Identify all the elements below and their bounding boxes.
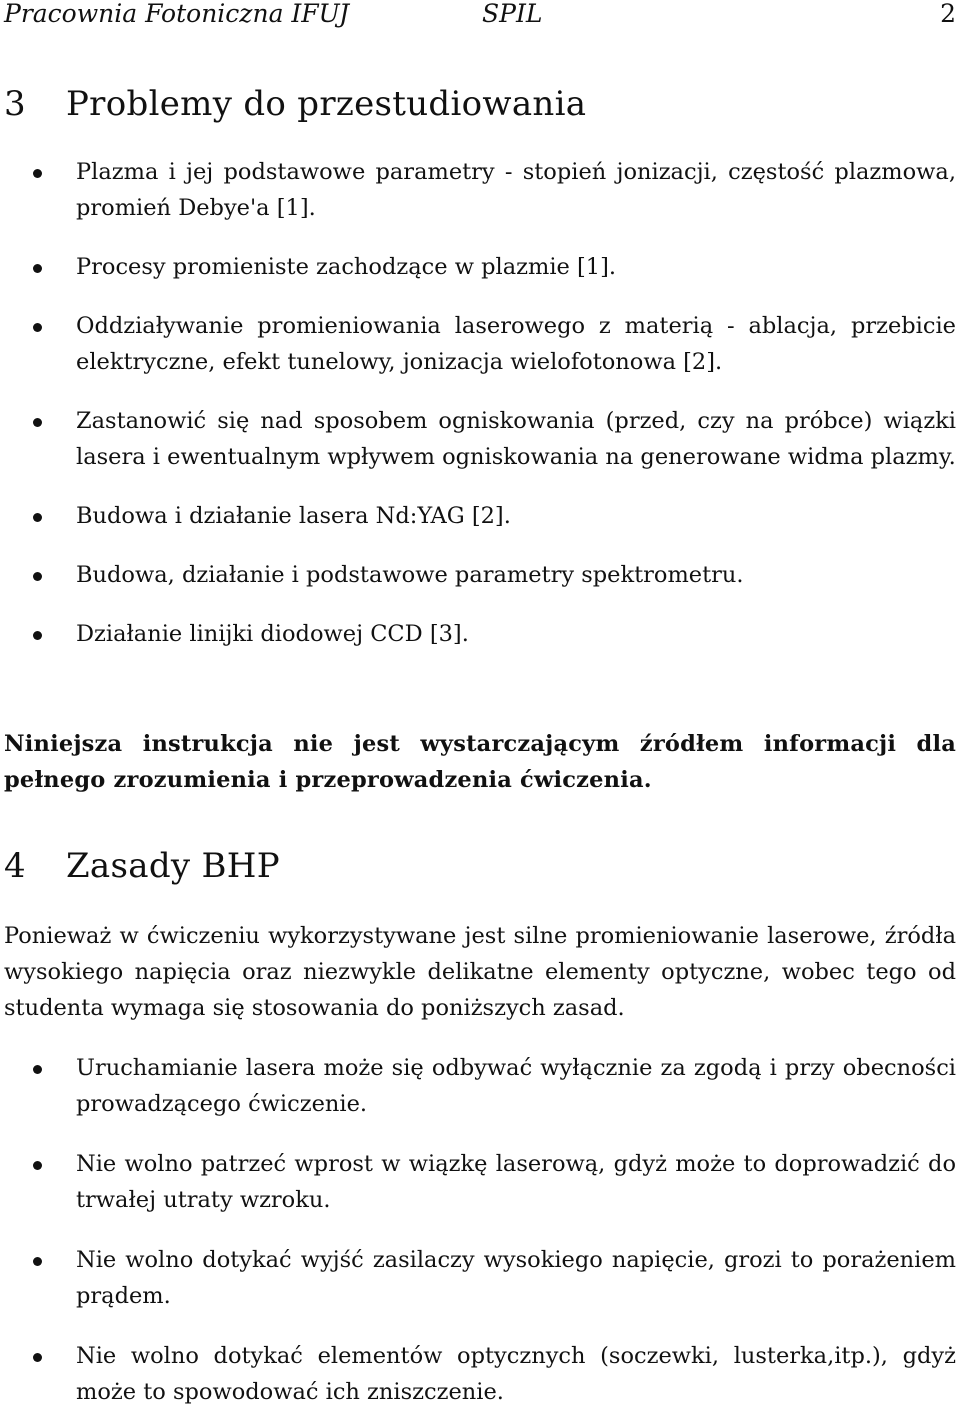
section-3-title: Problemy do przestudiowania: [66, 84, 587, 124]
section-4-number: 4: [4, 846, 26, 886]
bullet-icon: [33, 323, 42, 332]
list-item-text: Procesy promieniste zachodzące w plazmie [1].: [76, 254, 617, 280]
list-item: [0, 249, 960, 285]
bullet-icon: [33, 1065, 42, 1074]
list-item-text: Nie wolno patrzeć wprost w wiązkę laserową, gdyż może to doprowadzić do trwałej utraty wzroku.: [76, 1151, 956, 1213]
bullet-icon: [33, 418, 42, 427]
section-4-title: Zasady BHP: [66, 846, 280, 886]
list-item-text: Budowa, działanie i podstawowe parametry spektrometru.: [76, 562, 744, 588]
bullet-icon: [33, 264, 42, 273]
list-item-text: Nie wolno dotykać wyjść zasilaczy wysokiego napięcie, grozi to porażeniem prądem.: [76, 1247, 956, 1309]
list-item: [0, 557, 960, 593]
section-3-list: [0, 154, 960, 652]
list-item: [0, 308, 960, 380]
bullet-icon: [33, 169, 42, 178]
list-item: [0, 403, 960, 475]
header-lab-name: Pracownia Fotoniczna IFUJ: [4, 0, 350, 28]
list-item: [0, 1242, 960, 1314]
section-4-heading: [4, 846, 280, 886]
list-item: [0, 1050, 960, 1122]
list-item: [0, 1338, 960, 1410]
bullet-icon: [33, 1353, 42, 1362]
bullet-icon: [33, 1161, 42, 1170]
header-page-number: 2: [940, 0, 956, 28]
section-3-number: 3: [4, 84, 26, 124]
header-course-code: SPIL: [482, 0, 543, 28]
running-header: [4, 0, 956, 30]
list-item-text: Nie wolno dotykać elementów optycznych (soczewki, lusterka,itp.), gdyż może to spowodować ich zniszczenie.: [76, 1343, 956, 1405]
list-item-text: Budowa i działanie lasera Nd:YAG [2].: [76, 503, 511, 529]
list-item: [0, 498, 960, 534]
important-note: Niniejsza instrukcja nie jest wystarczającym źródłem informacji dla pełnego zrozumienia i przeprowadzenia ćwiczenia.: [4, 731, 956, 793]
list-item-text: Działanie linijki diodowej CCD [3].: [76, 621, 469, 647]
section-4-intro: Ponieważ w ćwiczeniu wykorzystywane jest silne promieniowanie laserowe, źródła wysokiego napięcia oraz niezwykle delikatne elementy optyczne, wobec tego od studenta wymaga się stosowania do poniższych zasad.: [4, 923, 956, 1021]
list-item-text: Zastanowić się nad sposobem ogniskowania (przed, czy na próbce) wiązki lasera i ewentualnym wpływem ogniskowania na generowane widma plazmy.: [76, 408, 956, 470]
list-item-text: Plazma i jej podstawowe parametry - stopień jonizacji, częstość plazmowa, promień Debye'a [1].: [76, 159, 956, 221]
list-item-text: Uruchamianie lasera może się odbywać wyłącznie za zgodą i przy obecności prowadzącego ćwiczenie.: [76, 1055, 956, 1117]
list-item-text: Oddziaływanie promieniowania laserowego z materią - ablacja, przebicie elektryczne, efekt tunelowy, jonizacja wielofotonowa [2].: [76, 313, 956, 375]
list-item: [0, 154, 960, 226]
bullet-icon: [33, 513, 42, 522]
bullet-icon: [33, 1257, 42, 1266]
bullet-icon: [33, 572, 42, 581]
section-4-list: [0, 1050, 960, 1410]
list-item: [0, 1146, 960, 1218]
list-item: [0, 616, 960, 652]
bullet-icon: [33, 631, 42, 640]
section-3-heading: [4, 84, 586, 124]
